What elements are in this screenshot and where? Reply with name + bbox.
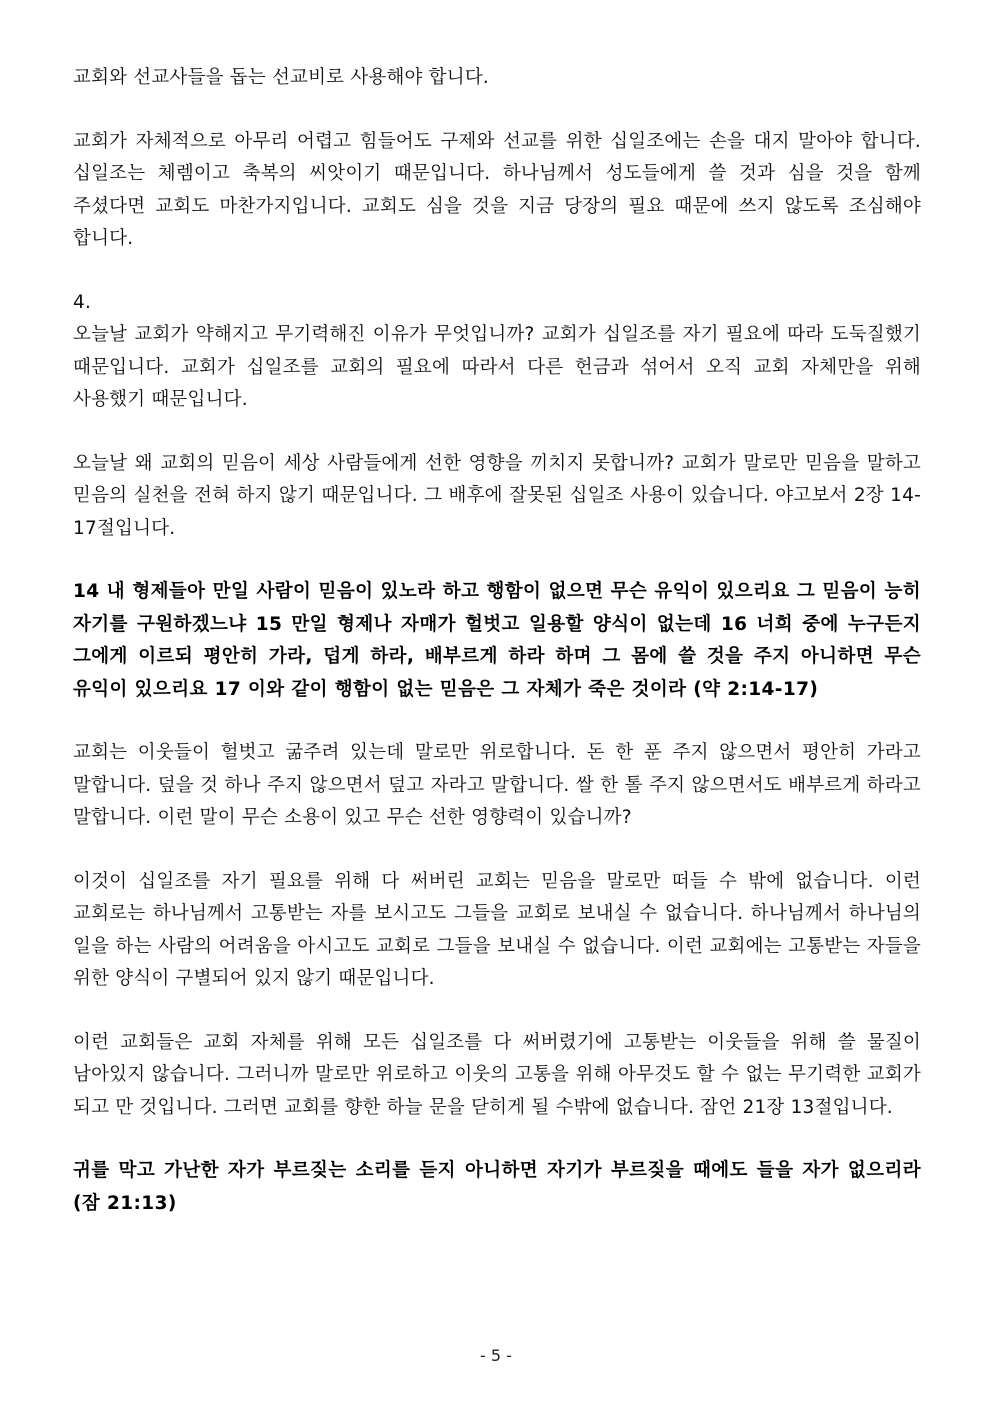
- paragraph: 오늘날 왜 교회의 믿음이 세상 사람들에게 선한 영향을 끼치지 못합니까? 교회가 말로만 믿음을 말하고 믿음의 실천을 전혀 하지 않기 때문입니다. 그 배후에 잘못된 십일조 사용이 있습니다. 야고보서 2장 14-17절입니다.: [73, 452, 921, 539]
- document-body: [73, 62, 921, 1251]
- paragraph: 이것이 십일조를 자기 필요를 위해 다 써버린 교회는 믿음을 말로만 떠들 수 밖에 없습니다. 이런 교회로는 하나님께서 고통받는 자를 보시고도 그들을 교회로 보내실 수 없습니다. 하나님께서 하나님의 일을 하는 사람의 어려움을 아시고도 교회로 그들을 보내실 수 없습니다. 이런 교회에는 고통받는 자들을 위한 양식이 구별되어 있지 않기 때문입니다.: [73, 870, 921, 989]
- scripture-quote: 귀를 막고 가난한 자가 부르짖는 소리를 듣지 아니하면 자기가 부르짖을 때에도 들을 자가 없으리라 (잠 21:13): [73, 1160, 921, 1214]
- paragraph: 교회와 선교사들을 돕는 선교비로 사용해야 합니다.: [73, 67, 489, 88]
- page-number: - 5 -: [480, 1346, 512, 1365]
- section-number: 4.: [73, 291, 92, 313]
- paragraph: 교회는 이웃들이 헐벗고 굶주려 있는데 말로만 위로합니다. 돈 한 푼 주지 않으면서 평안히 가라고 말합니다. 덮을 것 하나 주지 않으면서 덮고 자라고 말합니다. 쌀 한 톨 주지 않으면서도 배부르게 하라고 말합니다. 이런 말이 무슨 소용이 있고 무슨 선한 영향력이 있습니까?: [73, 742, 921, 828]
- paragraph: 교회가 자체적으로 아무리 어렵고 힘들어도 구제와 선교를 위한 십일조에는 손을 대지 말아야 합니다. 십일조는 체렘이고 축복의 씨앗이기 때문입니다. 하나님께서 성도들에게 쓸 것과 심을 것을 함께 주셨다면 교회도 마찬가지입니다. 교회도 심을 것을 지금 당장의 필요 때문에 쓰지 않도록 조심해야 합니다.: [73, 130, 921, 249]
- paragraph: 이런 교회들은 교회 자체를 위해 모든 십일조를 다 써버렸기에 고통받는 이웃들을 위해 쓸 물질이 남아있지 않습니다. 그러니까 말로만 위로하고 이웃의 고통을 위해 아무것도 할 수 없는 무기력한 교회가 되고 만 것입니다. 그러면 교회를 향한 하늘 문을 닫히게 될 수밖에 없습니다. 잠언 21장 13절입니다.: [73, 1031, 921, 1118]
- scripture-quote: 14 내 형제들아 만일 사람이 믿음이 있노라 하고 행함이 없으면 무슨 유익이 있으리요 그 믿음이 능히 자기를 구원하겠느냐 15 만일 형제나 자매가 헐벗고 일용할 양식이 없는데 16 너희 중에 누구든지 그에게 이르되 평안히 가라, 덥게 하라, 배부르게 하라 하며 그 몸에 쓸 것을 주지 아니하면 무슨 유익이 있으리요 17 이와 같이 행함이 없는 믿음은 그 자체가 죽은 것이라 (약 2:14-17): [73, 581, 921, 700]
- paragraph: 오늘날 교회가 약해지고 무기력해진 이유가 무엇입니까? 교회가 십일조를 자기 필요에 따라 도둑질했기 때문입니다. 교회가 십일조를 교회의 필요에 따라서 다른 헌금과 섞어서 오직 교회 자체만을 위해 사용했기 때문입니다.: [73, 324, 921, 410]
